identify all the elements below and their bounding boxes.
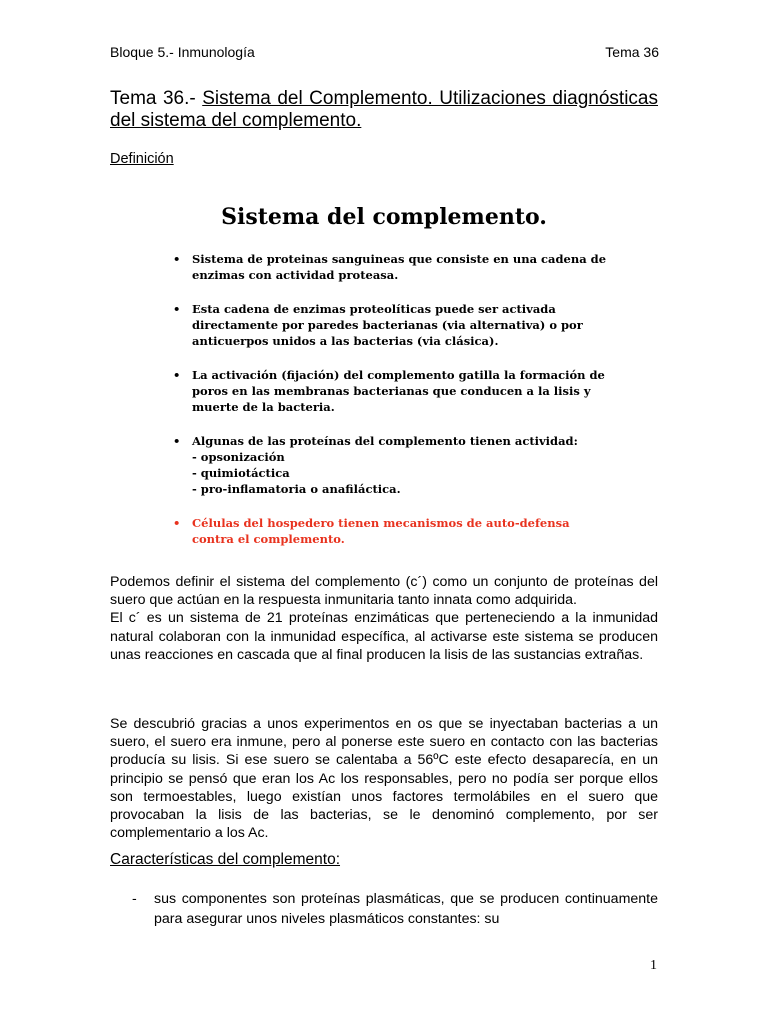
- slide-bullet-text: Algunas de las proteínas del complemento tienen actividad:: [192, 434, 578, 448]
- bullet-marker: •: [173, 302, 181, 316]
- slide-bullet-text: La activación (fijación) del complemento gatilla la formación de poros en las membranas bacterianas que conducen a la lisis y muerte de la bacteria.: [192, 368, 605, 414]
- slide-sub-item: - quimiotáctica: [192, 466, 290, 480]
- list-item: [110, 889, 658, 929]
- title-prefix: Tema 36.-: [110, 88, 203, 109]
- slide-bullet: [173, 433, 613, 497]
- paragraph-block-1: [110, 573, 658, 664]
- title-underlined: Sistema del Complemento. Utilizaciones diagnósticas del sistema del complemento.: [110, 88, 659, 131]
- list-dash: -: [132, 891, 137, 907]
- paragraph: Podemos definir el sistema del complemento (c´) como un conjunto de proteínas del suero que actúan en la respuesta inmunitaria tanto innata como adquirida.: [110, 574, 658, 609]
- slide-bullet-highlight: [173, 515, 613, 547]
- document-title: [110, 88, 658, 132]
- slide-sub-item: - pro-inflamatoria o anafiláctica.: [192, 482, 401, 496]
- slide-bullet: [173, 301, 613, 349]
- slide-bullet-list: [173, 251, 613, 565]
- slide-bullet-text: Sistema de proteinas sanguineas que consiste en una cadena de enzimas con actividad proteasa.: [192, 252, 607, 282]
- characteristics-list: [110, 889, 658, 929]
- bullet-marker: •: [173, 516, 181, 530]
- header-left: Bloque 5.- Inmunología: [110, 44, 255, 60]
- paragraph: El c´ es un sistema de 21 proteínas enzimáticas que perteneciendo a la inmunidad natural colaboran con la inmunidad específica, al activarse este sistema se producen unas reacciones en cascada que al final producen la lisis de las sustancias extrañas.: [110, 610, 658, 663]
- slide-sub-item: - opsonización: [192, 450, 285, 464]
- header-right: Tema 36: [605, 44, 659, 60]
- list-item-text: sus componentes son proteínas plasmáticas, que se producen continuamente para asegurar unos niveles plasmáticos constantes: su: [154, 891, 658, 927]
- paragraph-block-2: [110, 715, 658, 842]
- section-definition-heading: Definición: [110, 151, 174, 167]
- page-number: 1: [650, 958, 657, 973]
- slide-bullet: [173, 251, 613, 283]
- paragraph: Se descubrió gracias a unos experimentos en os que se inyectaban bacterias a un suero, el suero era inmune, pero al ponerse este suero en contacto con las bacterias producía su lisis. Si ese suero se calentaba a 56ºC este efecto desaparecía, en un principio se pensó que eran los Ac los responsables, pero no podía ser porque ellos son termoestables, luego existían unos factores termolábiles en el suero que provocaban la lisis de las bacterias, se le denominó complemento, por ser complementario a los Ac.: [110, 716, 658, 842]
- section-characteristics-heading: Características del complemento:: [110, 851, 341, 868]
- slide-bullet: [173, 367, 613, 415]
- bullet-marker: •: [173, 368, 181, 382]
- slide-bullet-text: Esta cadena de enzimas proteolíticas puede ser activada directamente por paredes bacterianas (via alternativa) o por anticuerpos unidos a las bacterias (via clásica).: [192, 302, 583, 348]
- bullet-marker: •: [173, 434, 181, 448]
- slide-bullet-text: Células del hospedero tienen mecanismos de auto-defensa contra el complemento.: [192, 516, 570, 546]
- slide-title: Sistema del complemento.: [221, 204, 547, 230]
- bullet-marker: •: [173, 252, 181, 266]
